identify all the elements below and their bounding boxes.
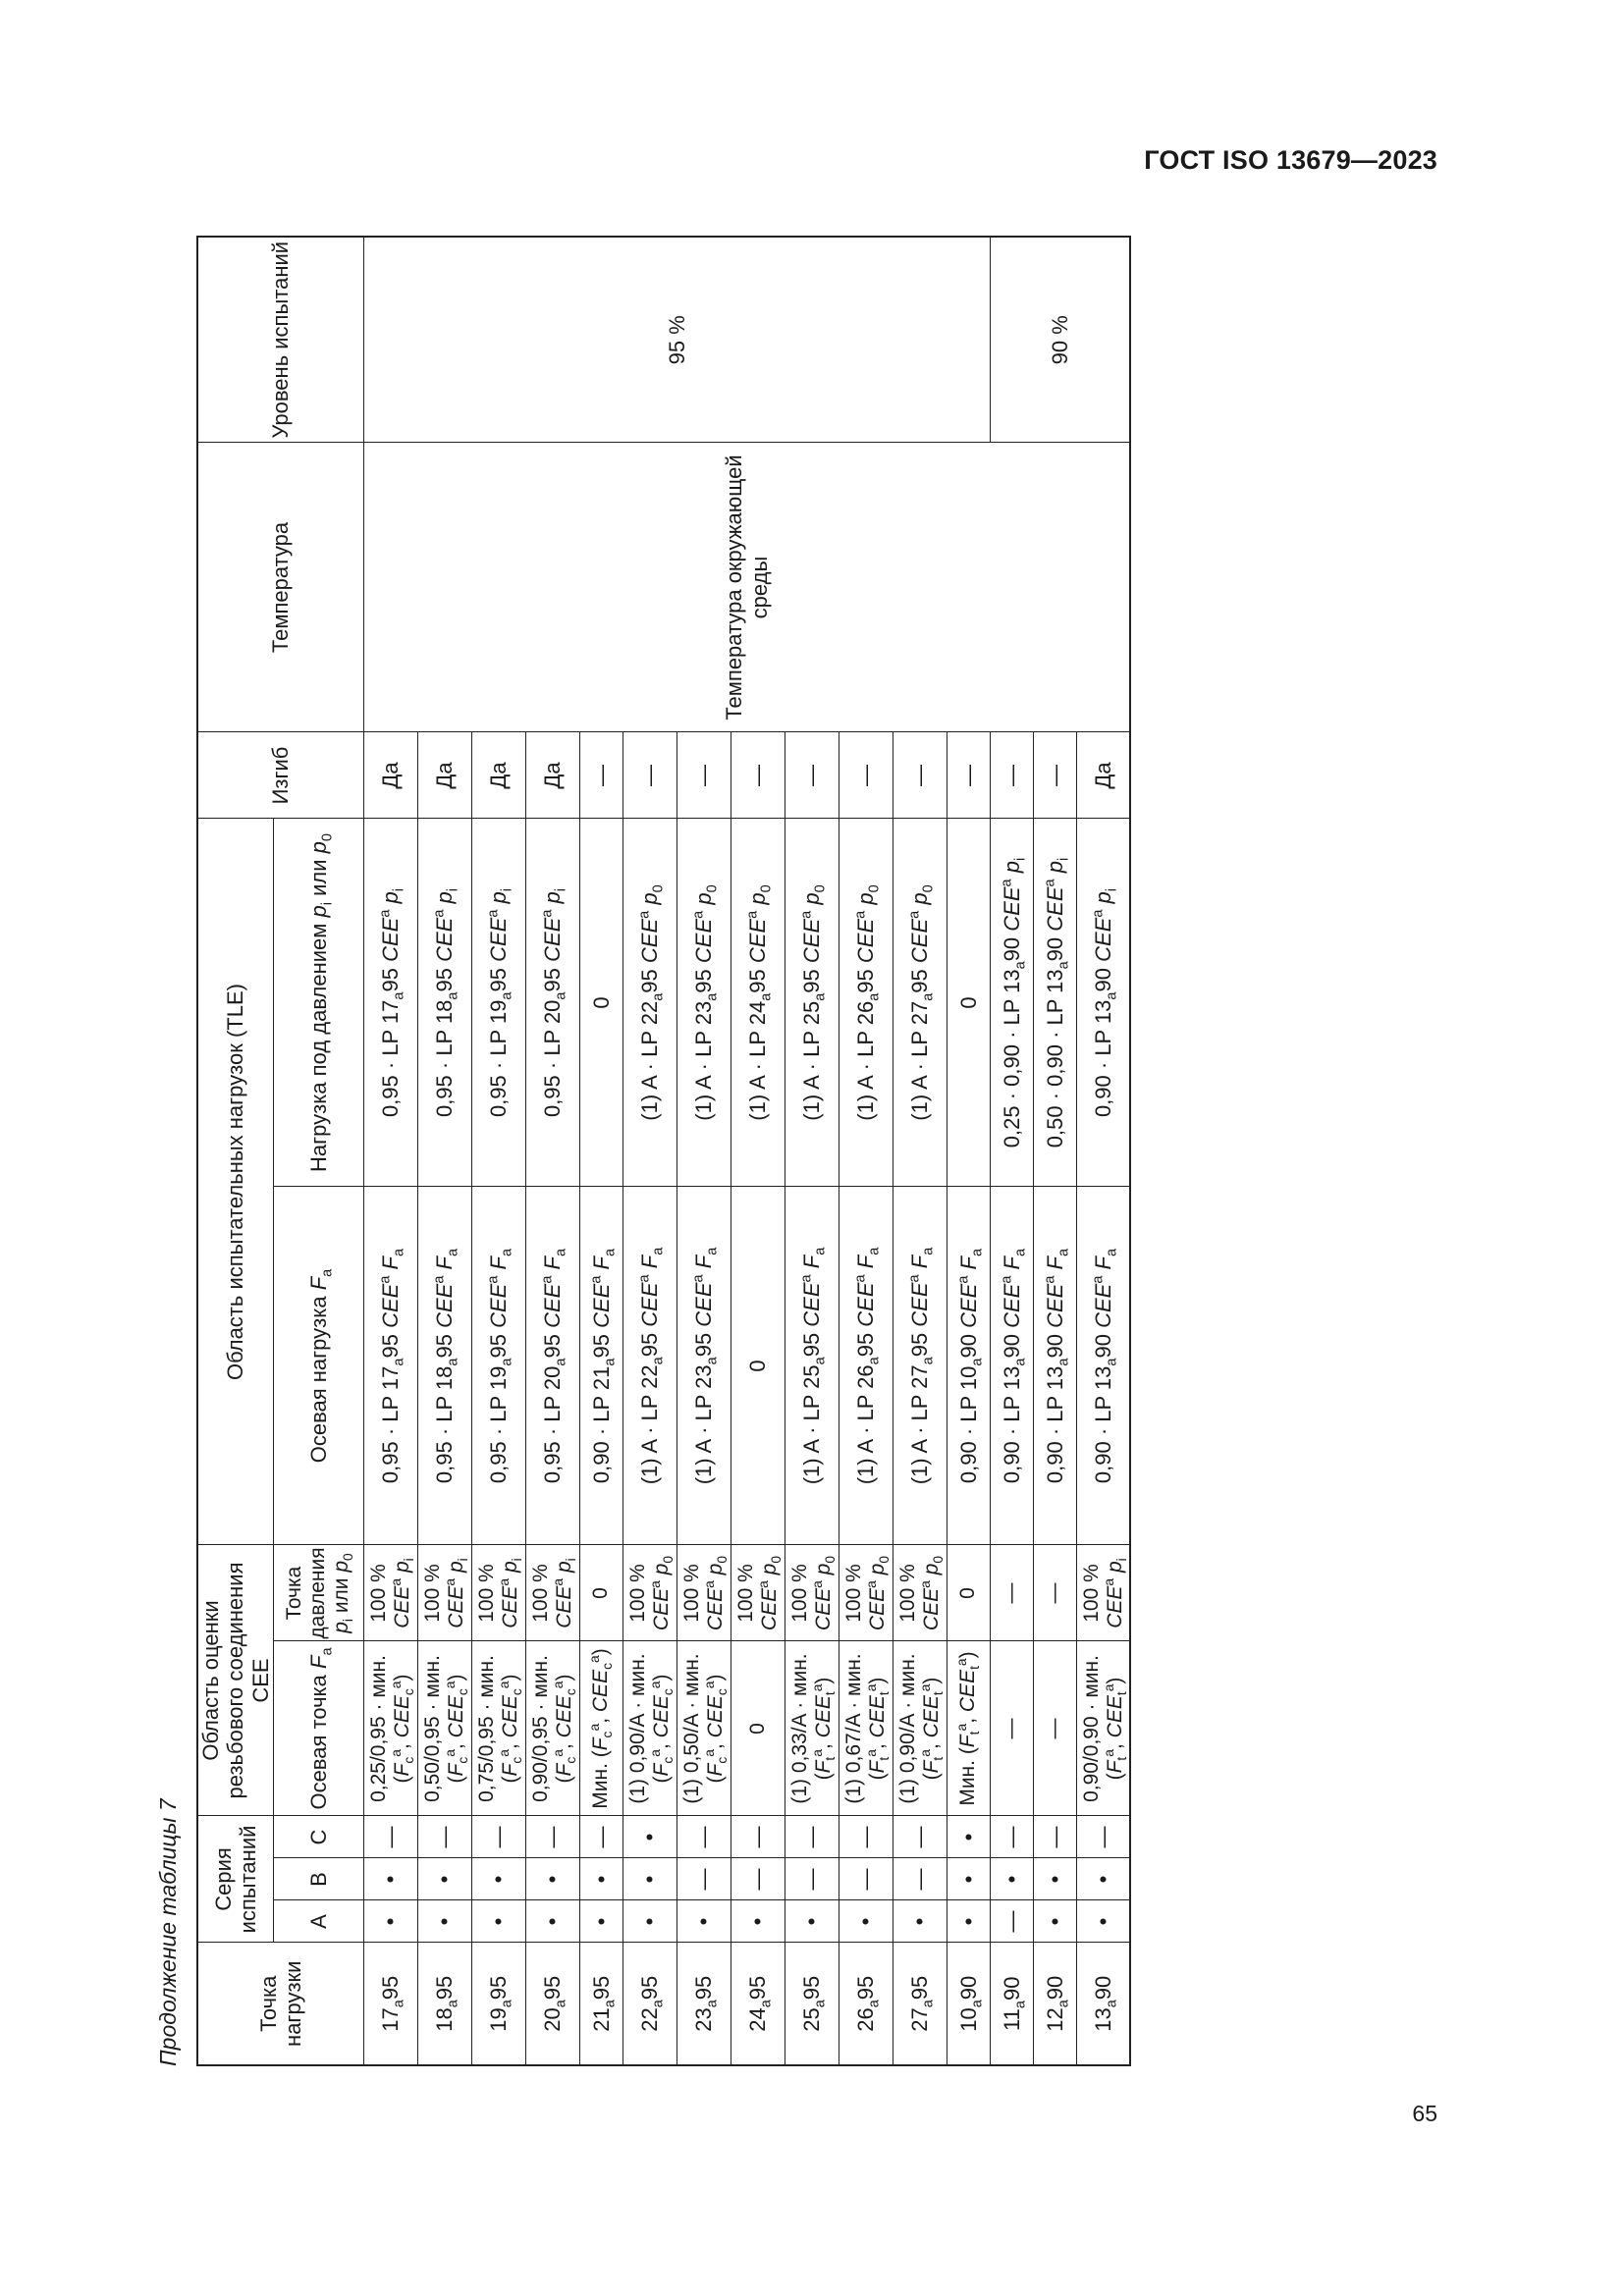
cell-cee-axial: (1) 0,50/A · мин. ($F_c^a$, $CEE_c^a$)	[677, 1641, 731, 1816]
cell-cee-pressure: 100 % CEE$^a$ $p_i$	[417, 1545, 471, 1641]
cell-bend: —	[839, 732, 893, 819]
cell-tle-axial: 0,95 · LP $19_a95$ CEE$^a$ $F_a$	[471, 1187, 525, 1545]
cell-series-c: —	[525, 1816, 579, 1858]
cell-load-point: $26_a95$	[839, 1943, 893, 2065]
cell-tle-pressure: 0,25 · 0,90 · LP $13_a90$ CEE$^a$ $p_i$	[990, 819, 1033, 1187]
cell-bend: —	[677, 732, 731, 819]
cell-series-c: •	[947, 1816, 990, 1858]
cell-series-b: —	[785, 1858, 839, 1900]
cell-cee-axial: 0,90/0,90 · мин. ($F_t^a$, $CEE_t^a$)	[1076, 1641, 1130, 1816]
cell-cee-axial: (1) 0,33/A · мин. ($F_t^a$, $CEE_t^a$)	[785, 1641, 839, 1816]
page-number: 65	[1412, 2101, 1437, 2126]
cell-load-point: $10_a90$	[947, 1943, 990, 2065]
cell-load-point: $25_a95$	[785, 1943, 839, 2065]
cell-bend: Да	[471, 732, 525, 819]
cell-load-point: $13_a90$	[1076, 1943, 1130, 2065]
cell-series-c: —	[731, 1816, 785, 1858]
cell-series-a: •	[893, 1900, 947, 1943]
cell-tle-axial: (1) A · LP $26_a95$ CEE$^a$ $F_a$	[839, 1187, 893, 1545]
cell-series-c: —	[417, 1816, 471, 1858]
cell-series-b: •	[990, 1858, 1033, 1900]
cell-load-point: $20_a95$	[525, 1943, 579, 2065]
cell-series-b: •	[579, 1858, 623, 1900]
cell-series-c: —	[677, 1816, 731, 1858]
header-tle-axial: Осевая нагрузка $F_a$	[273, 1187, 363, 1545]
cell-series-c: —	[785, 1816, 839, 1858]
cell-series-a: •	[579, 1900, 623, 1943]
cell-cee-axial: 0,50/0,95 · мин. ($F_c^a$, $CEE_c^a$)	[417, 1641, 471, 1816]
cell-load-point: $19_a95$	[471, 1943, 525, 2065]
cell-tle-axial: 0,90 · LP $13_a90$ CEE$^a$ $F_a$	[1033, 1187, 1076, 1545]
cell-series-c: •	[623, 1816, 677, 1858]
cell-tle-axial: (1) A · LP $27_a95$ CEE$^a$ $F_a$	[893, 1187, 947, 1545]
cell-cee-axial: —	[990, 1641, 1033, 1816]
cell-load-point: $12_a90$	[1033, 1943, 1076, 2065]
cell-tle-pressure: 0,95 · LP $18_a95$ CEE$^a$ $p_i$	[417, 819, 471, 1187]
header-bend: Изгиб	[197, 732, 363, 819]
cell-load-point: $22_a95$	[623, 1943, 677, 2065]
cell-series-a: •	[1033, 1900, 1076, 1943]
cell-series-a: •	[839, 1900, 893, 1943]
cell-bend: —	[579, 732, 623, 819]
cell-cee-axial: 0,75/0,95 · мин. ($F_c^a$, $CEE_c^a$)	[471, 1641, 525, 1816]
cell-bend: —	[893, 732, 947, 819]
cell-load-point: $24_a95$	[731, 1943, 785, 2065]
cell-series-a: •	[731, 1900, 785, 1943]
cell-tle-pressure: (1) A · LP $23_a95$ CEE$^a$ $p_0$	[677, 819, 731, 1187]
standard-title: ГОСТ ISO 13679—2023	[1144, 145, 1437, 175]
header-series-a: A	[273, 1900, 363, 1943]
header-level: Уровень испытаний	[197, 237, 363, 443]
cell-series-b: •	[525, 1858, 579, 1900]
rotated-table-frame	[157, 233, 1432, 2066]
cell-bend: —	[731, 732, 785, 819]
cell-cee-pressure: —	[1033, 1545, 1076, 1641]
cell-series-c: —	[1076, 1816, 1130, 1858]
cell-temperature: Температура окружающей среды	[363, 443, 1130, 732]
cell-series-b: —	[839, 1858, 893, 1900]
cell-series-a: •	[1076, 1900, 1130, 1943]
header-tle-area: Область испытательных нагрузок (TLE)	[197, 819, 273, 1545]
cell-series-c: —	[471, 1816, 525, 1858]
cell-cee-axial: 0,90/0,95 · мин. ($F_c^a$, $CEE_c^a$)	[525, 1641, 579, 1816]
cell-bend: Да	[1076, 732, 1130, 819]
cell-tle-pressure: (1) A · LP $26_a95$ CEE$^a$ $p_0$	[839, 819, 893, 1187]
cell-series-a: —	[990, 1900, 1033, 1943]
cell-tle-axial: (1) A · LP $25_a95$ CEE$^a$ $F_a$	[785, 1187, 839, 1545]
cell-series-a: •	[417, 1900, 471, 1943]
cell-series-a: •	[677, 1900, 731, 1943]
cell-tle-pressure: (1) A · LP $25_a95$ CEE$^a$ $p_0$	[785, 819, 839, 1187]
cell-series-b: •	[1033, 1858, 1076, 1900]
cell-cee-pressure: —	[990, 1545, 1033, 1641]
cell-tle-axial: 0,90 · LP $13_a90$ CEE$^a$ $F_a$	[990, 1187, 1033, 1545]
cell-cee-axial: (1) 0,90/A · мин. ($F_t^a$, $CEE_t^a$)	[893, 1641, 947, 1816]
cell-cee-pressure: 100 % CEE$^a$ $p_0$	[839, 1545, 893, 1641]
cell-load-point: $18_a95$	[417, 1943, 471, 2065]
cell-bend: —	[1033, 732, 1076, 819]
header-load-point: Точка нагрузки	[197, 1943, 363, 2065]
cell-cee-pressure: 100 % CEE$^a$ $p_i$	[1076, 1545, 1130, 1641]
cell-series-c: —	[579, 1816, 623, 1858]
cell-tle-axial: (1) A · LP $22_a95$ CEE$^a$ $F_a$	[623, 1187, 677, 1545]
cell-cee-axial: 0	[731, 1641, 785, 1816]
cell-tle-pressure: (1) A · LP $24_a95$ CEE$^a$ $p_0$	[731, 819, 785, 1187]
cell-bend: —	[623, 732, 677, 819]
cell-tle-pressure: 0,95 · LP $19_a95$ CEE$^a$ $p_i$	[471, 819, 525, 1187]
cell-series-c: —	[839, 1816, 893, 1858]
cell-cee-pressure: 100 % CEE$^a$ $p_0$	[623, 1545, 677, 1641]
cell-series-b: —	[731, 1858, 785, 1900]
header-series-b: B	[273, 1858, 363, 1900]
cell-cee-axial: Мин. ($F_c^a$, $CEE_c^a$)	[579, 1641, 623, 1816]
cell-cee-axial: 0,25/0,95 · мин. ($F_c^a$, $CEE_c^a$)	[363, 1641, 417, 1816]
header-temperature: Температура	[197, 443, 363, 732]
cell-tle-axial: 0,95 · LP $18_a95$ CEE$^a$ $F_a$	[417, 1187, 471, 1545]
table-row	[363, 237, 417, 2065]
cell-cee-pressure: 100 % CEE$^a$ $p_0$	[893, 1545, 947, 1641]
cell-tle-pressure: 0	[579, 819, 623, 1187]
cell-series-a: •	[623, 1900, 677, 1943]
cell-tle-axial: 0,90 · LP $10_a90$ CEE$^a$ $F_a$	[947, 1187, 990, 1545]
cell-cee-pressure: 100 % CEE$^a$ $p_i$	[525, 1545, 579, 1641]
cell-tle-axial: 0,95 · LP $20_a95$ CEE$^a$ $F_a$	[525, 1187, 579, 1545]
cell-tle-pressure: 0,50 · 0,90 · LP $13_a90$ CEE$^a$ $p_i$	[1033, 819, 1076, 1187]
cell-bend: —	[785, 732, 839, 819]
cell-tle-pressure: (1) A · LP $27_a95$ CEE$^a$ $p_0$	[893, 819, 947, 1187]
cell-tle-pressure: 0	[947, 819, 990, 1187]
cell-series-a: •	[525, 1900, 579, 1943]
cell-bend: Да	[363, 732, 417, 819]
header-cee-pressure: Точка давления $p_i$ или $p_0$	[273, 1545, 363, 1641]
cell-tle-pressure: 0,95 · LP $17_a95$ CEE$^a$ $p_i$	[363, 819, 417, 1187]
cell-load-point: $23_a95$	[677, 1943, 731, 2065]
cell-series-c: —	[893, 1816, 947, 1858]
cell-tle-axial: 0,90 · LP $21_a95$ CEE$^a$ $F_a$	[579, 1187, 623, 1545]
cell-series-b: —	[677, 1858, 731, 1900]
header-cee-axial: Осевая точка $F_a$	[273, 1641, 363, 1816]
cell-load-point: $11_a90$	[990, 1943, 1033, 2065]
cell-bend: —	[947, 732, 990, 819]
cell-tle-axial: 0,95 · LP $17_a95$ CEE$^a$ $F_a$	[363, 1187, 417, 1545]
cell-cee-axial: Мин. ($F_t^a$, $CEE_t^a$)	[947, 1641, 990, 1816]
table-caption: Продолжение таблицы 7	[155, 1798, 181, 2066]
cell-cee-pressure: 0	[579, 1545, 623, 1641]
cell-series-b: •	[1076, 1858, 1130, 1900]
data-table	[196, 236, 1131, 2066]
cell-series-b: •	[471, 1858, 525, 1900]
cell-bend: Да	[525, 732, 579, 819]
cell-cee-axial: (1) 0,67/A · мин. ($F_t^a$, $CEE_t^a$)	[839, 1641, 893, 1816]
cell-series-c: —	[1033, 1816, 1076, 1858]
cell-tle-axial: 0,90 · LP $13_a90$ CEE$^a$ $F_a$	[1076, 1187, 1130, 1545]
cell-tle-pressure: 0,90 · LP $13_a90$ CEE$^a$ $p_i$	[1076, 819, 1130, 1187]
cell-load-point: $17_a95$	[363, 1943, 417, 2065]
cell-tle-axial: 0	[731, 1187, 785, 1545]
cell-series-a: •	[785, 1900, 839, 1943]
cell-series-b: •	[947, 1858, 990, 1900]
cell-cee-pressure: 100 % CEE$^a$ $p_i$	[471, 1545, 525, 1641]
cell-tle-pressure: 0,95 · LP $20_a95$ CEE$^a$ $p_i$	[525, 819, 579, 1187]
header-series-c: C	[273, 1816, 363, 1858]
cell-bend: Да	[417, 732, 471, 819]
cell-series-a: •	[471, 1900, 525, 1943]
cell-level-90: 90 %	[990, 237, 1130, 443]
cell-series-b: •	[417, 1858, 471, 1900]
cell-level-95: 95 %	[363, 237, 990, 443]
cell-cee-pressure: 100 % CEE$^a$ $p_0$	[785, 1545, 839, 1641]
cell-cee-pressure: 0	[947, 1545, 990, 1641]
cell-cee-pressure: 100 % CEE$^a$ $p_0$	[677, 1545, 731, 1641]
cell-tle-pressure: (1) A · LP $22_a95$ CEE$^a$ $p_0$	[623, 819, 677, 1187]
cell-series-b: •	[363, 1858, 417, 1900]
cell-load-point: $27_a95$	[893, 1943, 947, 2065]
cell-bend: —	[990, 732, 1033, 819]
cell-series-b: •	[623, 1858, 677, 1900]
cell-cee-axial: —	[1033, 1641, 1076, 1816]
header-tle-pressure: Нагрузка под давлением $p_i$ или $p_0$	[273, 819, 363, 1187]
cell-cee-pressure: 100 % CEE$^a$ $p_i$	[363, 1545, 417, 1641]
cell-series-c: —	[363, 1816, 417, 1858]
cell-series-a: •	[947, 1900, 990, 1943]
cell-load-point: $21_a95$	[579, 1943, 623, 2065]
cell-series-c: —	[990, 1816, 1033, 1858]
header-series: Серия испытаний	[197, 1816, 273, 1943]
header-cee-area: Область оценки резьбового соединения CEE	[197, 1545, 273, 1816]
cell-series-a: •	[363, 1900, 417, 1943]
cell-cee-axial: (1) 0,90/A · мин. ($F_c^a$, $CEE_c^a$)	[623, 1641, 677, 1816]
cell-series-b: —	[893, 1858, 947, 1900]
cell-cee-pressure: 100 % CEE$^a$ $p_0$	[731, 1545, 785, 1641]
cell-tle-axial: (1) A · LP $23_a95$ CEE$^a$ $F_a$	[677, 1187, 731, 1545]
